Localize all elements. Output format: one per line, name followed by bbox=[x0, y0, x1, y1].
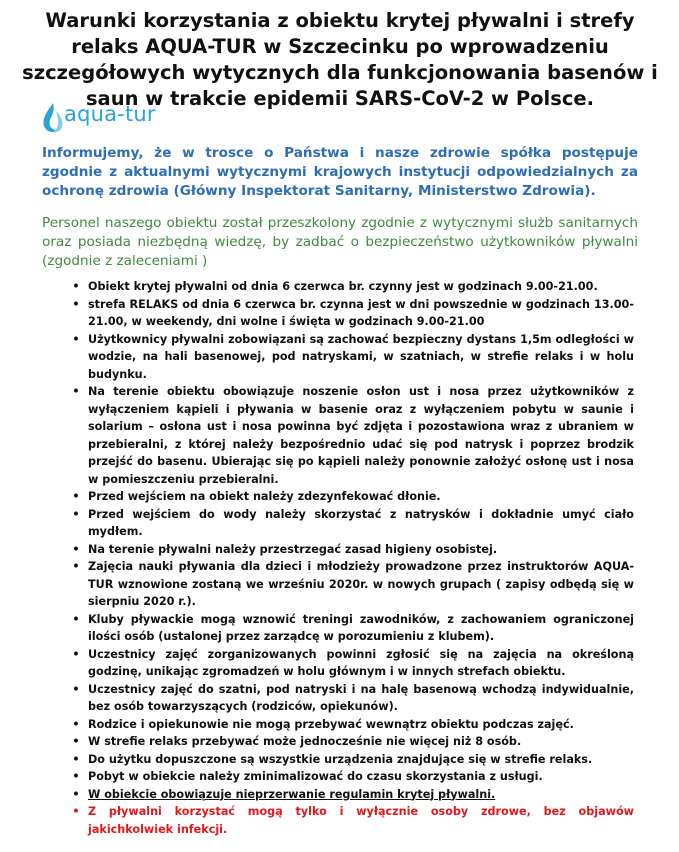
list-item: • Kluby pływackie mogą wznowić treningi zawodników, z zachowaniem ograniczonej ilości osób (ustalonej przez zarządcę w porozumieniu z klubem). bbox=[68, 611, 634, 646]
bullet-icon: • bbox=[72, 770, 80, 783]
list-item-regulations: • W obiekcie obowiązuje nieprzerwanie regulamin krytej pływalni. bbox=[68, 786, 634, 804]
bullet-icon: • bbox=[72, 297, 80, 311]
bullet-icon: • bbox=[72, 682, 80, 696]
bullet-icon: • bbox=[72, 332, 80, 346]
list-item: • Zajęcia nauki pływania dla dzieci i młodzieży prowadzone przez instruktorów AQUA-TUR wznowione zostaną we wrześniu 2020r. w nowych grupach ( zapisy odbędą się w sierpniu 2020 r.). bbox=[68, 558, 634, 611]
logo-wordmark: aqua-tur bbox=[64, 102, 156, 126]
bullet-icon: • bbox=[72, 735, 80, 748]
bullet-icon: • bbox=[72, 490, 80, 503]
bullet-icon: • bbox=[72, 787, 80, 801]
list-item: • Na terenie obiektu obowiązuje noszenie osłon ust i nosa przez użytkowników z wyłączeniem kąpieli i pływania w basenie oraz z wyłączeniem pobytu w saunie i solarium – osłona ust i nosa powinna być zdjęta i pozostawiona wraz z ubraniem w przebieralni, z której należy bezpośrednio udać się pod natrysk i poprzez brodzik przejść do basenu. Ubierając się po kąpieli należy ponownie założyć osłonę ust i nosa w pomieszczeniu przebieralni. bbox=[68, 383, 634, 488]
list-item: • Obiekt krytej pływalni od dnia 6 czerwca br. czynny jest w godzinach 9.00-21.00. bbox=[68, 278, 634, 296]
bullet-icon: • bbox=[72, 805, 80, 818]
list-item: • Na terenie pływalni należy przestrzegać zasad higieny osobistej. bbox=[68, 541, 634, 559]
bullet-icon: • bbox=[72, 542, 80, 556]
bullet-icon: • bbox=[72, 752, 80, 766]
list-item: • strefa RELAKS od dnia 6 czerwca br. czynna jest w dni powszednie w godzinach 13.00-21.00, w weekendy, dni wolne i święta w godzinach 9.00-21.00 bbox=[68, 296, 634, 331]
bullet-icon: • bbox=[72, 280, 80, 293]
document-title: Warunki korzystania z obiektu krytej pływalni i strefy relaks AQUA-TUR w Szczecinku po wprowadzeniu szczegółowych wytycznych dla funkcjonowania basenów i saun w trakcie epidemii SARS-CoV-2 w Polsce. bbox=[22, 9, 658, 110]
bullet-icon: • bbox=[72, 612, 80, 626]
list-item: • Przed wejściem do wody należy skorzystać z natrysków i dokładnie umyć ciało mydłem. bbox=[68, 506, 634, 541]
rules-list bbox=[68, 278, 634, 838]
list-item: • Uczestnicy zajęć do szatni, pod natryski i na halę basenową wchodzą indywidualnie, bez osób towarzyszących (rodziców, opiekunów). bbox=[68, 681, 634, 716]
bullet-icon: • bbox=[72, 647, 80, 661]
list-item: • Do użytku dopuszczone są wszystkie urządzenia znajdujące się w strefie relaks. bbox=[68, 751, 634, 769]
list-item: • Uczestnicy zajęć zorganizowanych powinni zgłosić się na zajęcia na określoną godzinę, unikając zgromadzeń w holu głównym i w innych strefach obiektu. bbox=[68, 646, 634, 681]
bullet-icon: • bbox=[72, 717, 80, 731]
list-item: • Użytkownicy pływalni zobowiązani są zachować bezpieczny dystans 1,5m odległości w wodzie, na hali basenowej, pod natryskami, w szatniach, w strefie relaks i w holu budynku. bbox=[68, 331, 634, 384]
list-item: • Pobyt w obiekcie należy zminimalizować do czasu skorzystania z usługi. bbox=[68, 768, 634, 786]
list-item: • W strefie relaks przebywać może jednocześnie nie więcej niż 8 osób. bbox=[68, 733, 634, 751]
staff-paragraph: Personel naszego obiektu został przeszkolony zgodnie z wytycznymi służb sanitarnych oraz posiada niezbędną wiedzę, by zadbać o bezpieczeństwo użytkowników pływalni (zgodnie z zaleceniami ) bbox=[42, 215, 638, 269]
list-item: • Rodzice i opiekunowie nie mogą przebywać wewnątrz obiektu podczas zajęć. bbox=[68, 716, 634, 734]
list-item: • Przed wejściem na obiekt należy zdezynfekować dłonie. bbox=[68, 488, 634, 506]
bullet-icon: • bbox=[72, 507, 80, 521]
bullet-icon: • bbox=[72, 560, 80, 573]
intro-paragraph: Informujemy, że w trosce o Państwa i nasze zdrowie spółka postępuje zgodnie z aktualnymi wytycznymi krajowych instytucji odpowiedzialnych za ochronę zdrowia (Główny Inspektorat Sanitarny, Ministerstwo Zdrowia). bbox=[42, 145, 638, 199]
list-item-health-warning: • Z pływalni korzystać mogą tylko i wyłącznie osoby zdrowe, bez objawów jakichkolwiek infekcji. bbox=[68, 803, 634, 838]
logo-drop-icon bbox=[40, 101, 66, 135]
bullet-icon: • bbox=[72, 385, 80, 398]
aqua-tur-logo bbox=[40, 101, 180, 135]
